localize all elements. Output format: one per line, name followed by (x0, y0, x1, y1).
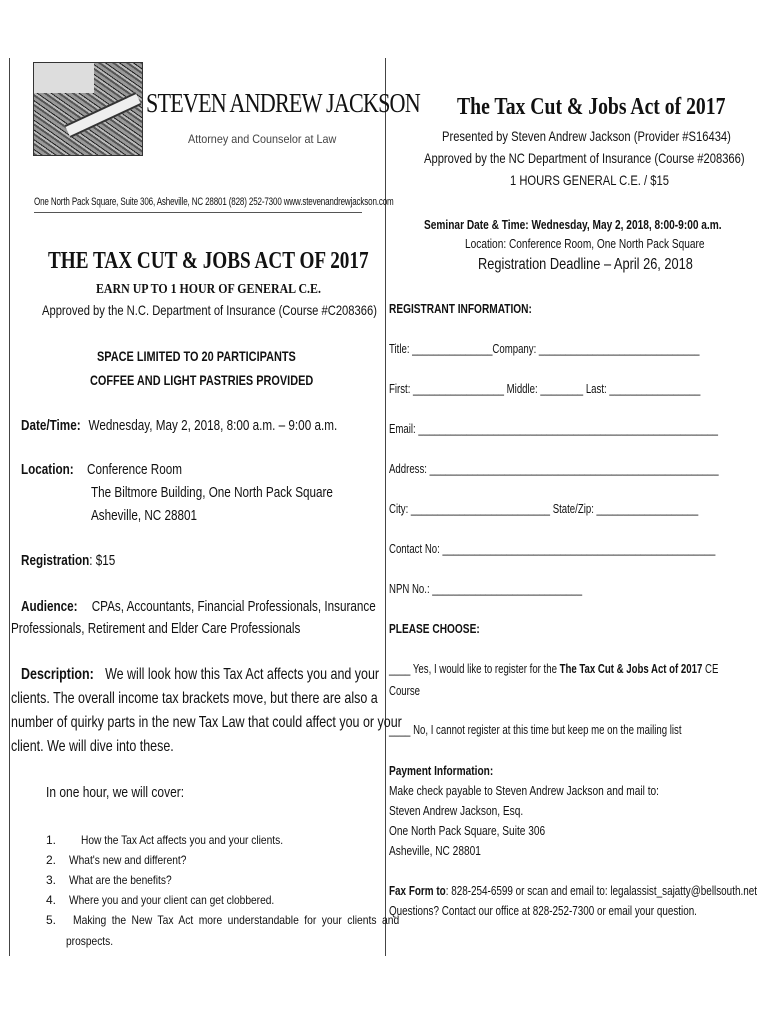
cover-item-5-cont: prospects. (66, 934, 114, 948)
right-approved: Approved by the NC Department of Insurance (Course #208366) (424, 150, 745, 166)
fax-value: : 828-254-6599 or scan and email to: legalassist_sajatty@bellsouth.net (445, 883, 757, 898)
audience-line-1: CPAs, Accountants, Financial Professionals, Insurance (91, 598, 376, 615)
letterhead-divider (34, 212, 362, 213)
audience-line-2: Professionals, Retirement and Elder Care Professionals (11, 620, 301, 637)
payment-line-2: Steven Andrew Jackson, Esq. (389, 803, 524, 818)
cover-item-3: What are the benefits? (69, 873, 172, 887)
payment-line-3: One North Pack Square, Suite 306 (389, 823, 546, 838)
payment-line-4: Asheville, NC 28801 (389, 843, 481, 858)
cover-item-4: Where you and your client can get clobbered. (69, 893, 275, 907)
cover-intro: In one hour, we will cover: (46, 784, 185, 801)
payment-heading: Payment Information: (389, 763, 494, 778)
left-coffee: COFFEE AND LIGHT PASTRIES PROVIDED (90, 372, 314, 388)
letterhead-subtitle: Attorney and Counselor at Law (188, 132, 337, 146)
description-line-4: client. We will dive into these. (11, 738, 174, 755)
left-space: SPACE LIMITED TO 20 PARTICIPANTS (97, 348, 296, 364)
left-registration (21, 552, 115, 569)
cover-item-5-num: 5. (46, 913, 57, 927)
right-title: The Tax Cut & Jobs Act of 2017 (457, 94, 726, 120)
left-audience-1 (21, 598, 376, 615)
field-city-state-zip[interactable]: City: __________________________ State/Zip: ___________________ (389, 501, 699, 516)
letterhead-name: STEVEN ANDREW JACKSON (146, 88, 420, 118)
field-address[interactable]: Address: ______________________________________________________ (389, 461, 719, 476)
left-title: THE TAX CUT & JOBS ACT OF 2017 (48, 248, 369, 274)
location-line-3: Asheville, NC 28801 (91, 507, 198, 524)
left-description-1 (21, 666, 379, 684)
description-line-2: clients. The overall income tax brackets move, but there are also a (11, 690, 378, 707)
cover-item-5: Making the New Tax Act more understandable for your clients and (73, 913, 400, 927)
location-line-2: The Biltmore Building, One North Pack Square (91, 484, 333, 501)
choice-no[interactable]: ____ No, I cannot register at this time but keep me on the mailing list (389, 722, 682, 737)
field-name[interactable]: First: _________________ Middle: ________ Last: _________________ (389, 381, 701, 396)
choice-yes-course: The Tax Cut & Jobs Act of 2017 (559, 661, 703, 676)
field-title-company[interactable]: Title: _______________Company: ______________________________ (389, 341, 700, 356)
location-label: Location: (21, 461, 74, 478)
field-npn[interactable]: NPN No.: ____________________________ (389, 581, 583, 596)
choice-yes-line-2: Course (389, 683, 421, 698)
left-datetime (21, 417, 337, 434)
right-location: Location: Conference Room, One North Pack Square (465, 236, 705, 251)
questions-line: Questions? Contact our office at 828-252-7300 or email your question. (389, 903, 697, 918)
cover-item-1-num: 1. (46, 833, 57, 847)
choice-yes[interactable] (389, 661, 718, 676)
right-seminar: Seminar Date & Time: Wednesday, May 2, 2018, 8:00-9:00 a.m. (424, 217, 722, 232)
cover-item-3-num: 3. (46, 873, 57, 887)
right-presented: Presented by Steven Andrew Jackson (Provider #S16434) (442, 128, 731, 144)
field-contact[interactable]: Contact No: ___________________________________________________ (389, 541, 716, 556)
registrant-heading: REGISTRANT INFORMATION: (389, 301, 532, 316)
letterhead-address: One North Pack Square, Suite 306, Asheville, NC 28801 (828) 252-7300 www.stevenandrewjackson.com (34, 196, 394, 208)
field-email[interactable]: Email: ________________________________________________________ (389, 421, 719, 436)
description-line-3: number of quirky parts in the new Tax Law that could affect you or your (11, 714, 402, 731)
audience-label: Audience: (21, 598, 78, 615)
choice-yes-pre: ____ Yes, I would like to register for the (389, 661, 560, 676)
cover-item-2: What's new and different? (69, 853, 187, 867)
fax-line (389, 883, 757, 898)
left-margin-rule (9, 58, 10, 956)
letterhead-photo (33, 62, 143, 156)
datetime-label: Date/Time: (21, 417, 81, 434)
choose-heading: PLEASE CHOOSE: (389, 621, 480, 636)
fax-label: Fax Form to (389, 883, 446, 898)
cover-item-4-num: 4. (46, 893, 57, 907)
registration-label: Registration (21, 552, 90, 569)
cover-item-1: How the Tax Act affects you and your clients. (81, 833, 284, 847)
description-line-1: We will look how this Tax Act affects you and your (105, 666, 380, 683)
datetime-value: Wednesday, May 2, 2018, 8:00 a.m. – 9:00 a.m. (88, 417, 338, 434)
left-approved: Approved by the N.C. Department of Insurance (Course #C208366) (42, 302, 377, 318)
right-deadline: Registration Deadline – April 26, 2018 (478, 256, 693, 273)
right-hours: 1 HOURS GENERAL C.E. / $15 (510, 172, 669, 188)
location-line-1: Conference Room (87, 461, 182, 478)
column-divider (385, 58, 386, 956)
cover-item-2-num: 2. (46, 853, 57, 867)
registration-value: : $15 (89, 552, 116, 569)
description-label: Description: (21, 666, 94, 683)
choice-yes-post: CE (702, 661, 719, 676)
payment-line-1: Make check payable to Steven Andrew Jackson and mail to: (389, 783, 659, 798)
left-earn: EARN UP TO 1 HOUR OF GENERAL C.E. (96, 282, 321, 297)
